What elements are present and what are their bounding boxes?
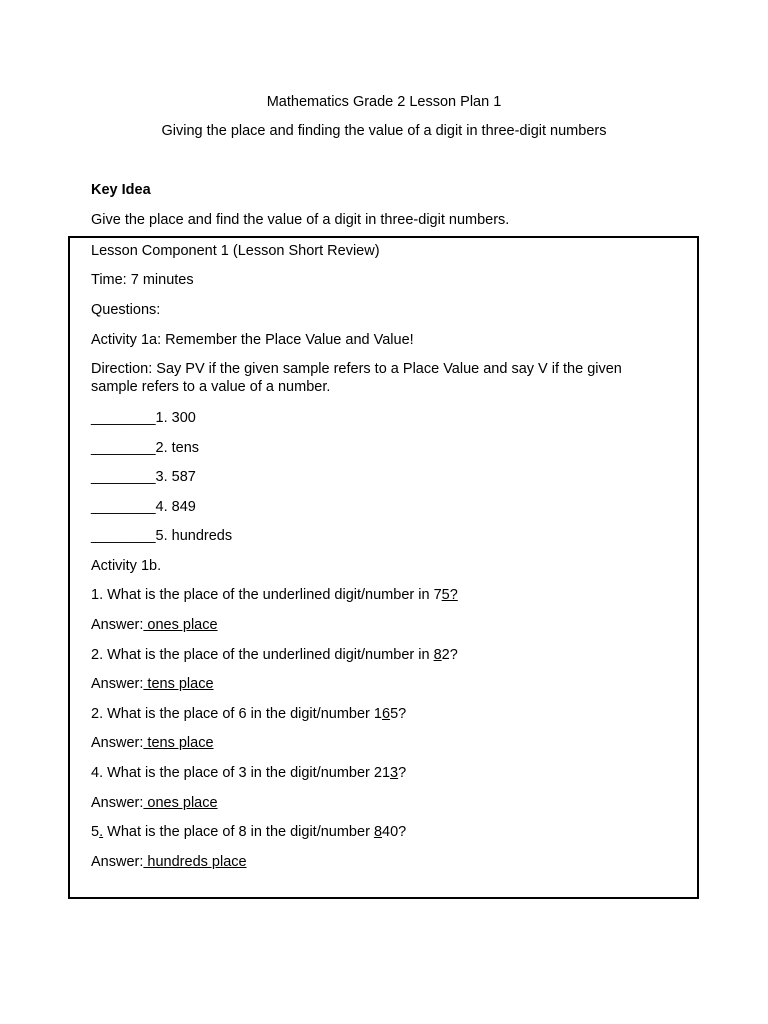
lesson-component-box	[68, 236, 699, 899]
answer-value: tens place	[143, 735, 214, 751]
document-subtitle: Giving the place and finding the value of a digit in three-digit numbers	[161, 123, 607, 139]
answer-4: Answer: ones place	[91, 795, 218, 811]
question-4: 4. What is the place of 3 in the digit/number 213?	[91, 765, 407, 781]
item-text: 5. hundreds	[155, 528, 233, 544]
item-text: 1. 300	[155, 410, 196, 426]
item-text: 4. 849	[155, 499, 196, 515]
component-time: Time: 7 minutes	[91, 272, 194, 288]
item-text: 3. 587	[155, 469, 196, 485]
question-1: 1. What is the place of the underlined digit/number in 75?	[91, 587, 458, 603]
list-item	[91, 468, 196, 486]
activity-1b-title: Activity 1b.	[91, 558, 162, 574]
activity-1a-title: Activity 1a: Remember the Place Value and Value!	[91, 332, 414, 348]
answer-blank: ________	[91, 469, 156, 485]
list-item	[91, 527, 232, 545]
answer-value: tens place	[143, 676, 214, 692]
answer-value: hundreds place	[143, 854, 247, 870]
list-item	[91, 409, 196, 427]
answer-1: Answer: ones place	[91, 617, 218, 633]
document-title: Mathematics Grade 2 Lesson Plan 1	[266, 94, 502, 110]
answer-value: ones place	[143, 795, 218, 811]
key-idea-heading: Key Idea	[91, 182, 151, 198]
answer-blank: ________	[91, 410, 156, 426]
direction-text: Direction: Say PV if the given sample refers to a Place Value and say V if the given sample refers to a value of a number.	[91, 361, 622, 395]
component-title: Lesson Component 1 (Lesson Short Review)	[91, 243, 380, 259]
answer-5: Answer: hundreds place	[91, 854, 247, 870]
question-3: 2. What is the place of 6 in the digit/number 165?	[91, 706, 407, 722]
answer-blank: ________	[91, 499, 156, 515]
question-5: 5. What is the place of 8 in the digit/number 840?	[91, 824, 407, 840]
answer-blank: ________	[91, 440, 156, 456]
list-item	[91, 498, 196, 516]
questions-label: Questions:	[91, 302, 161, 318]
key-idea-text: Give the place and find the value of a digit in three-digit numbers.	[91, 212, 510, 228]
answer-value: ones place	[143, 617, 218, 633]
answer-blank: ________	[91, 528, 156, 544]
list-item	[91, 439, 199, 457]
answer-3: Answer: tens place	[91, 735, 214, 751]
item-text: 2. tens	[155, 440, 200, 456]
question-2: 2. What is the place of the underlined digit/number in 82?	[91, 647, 458, 663]
answer-2: Answer: tens place	[91, 676, 214, 692]
